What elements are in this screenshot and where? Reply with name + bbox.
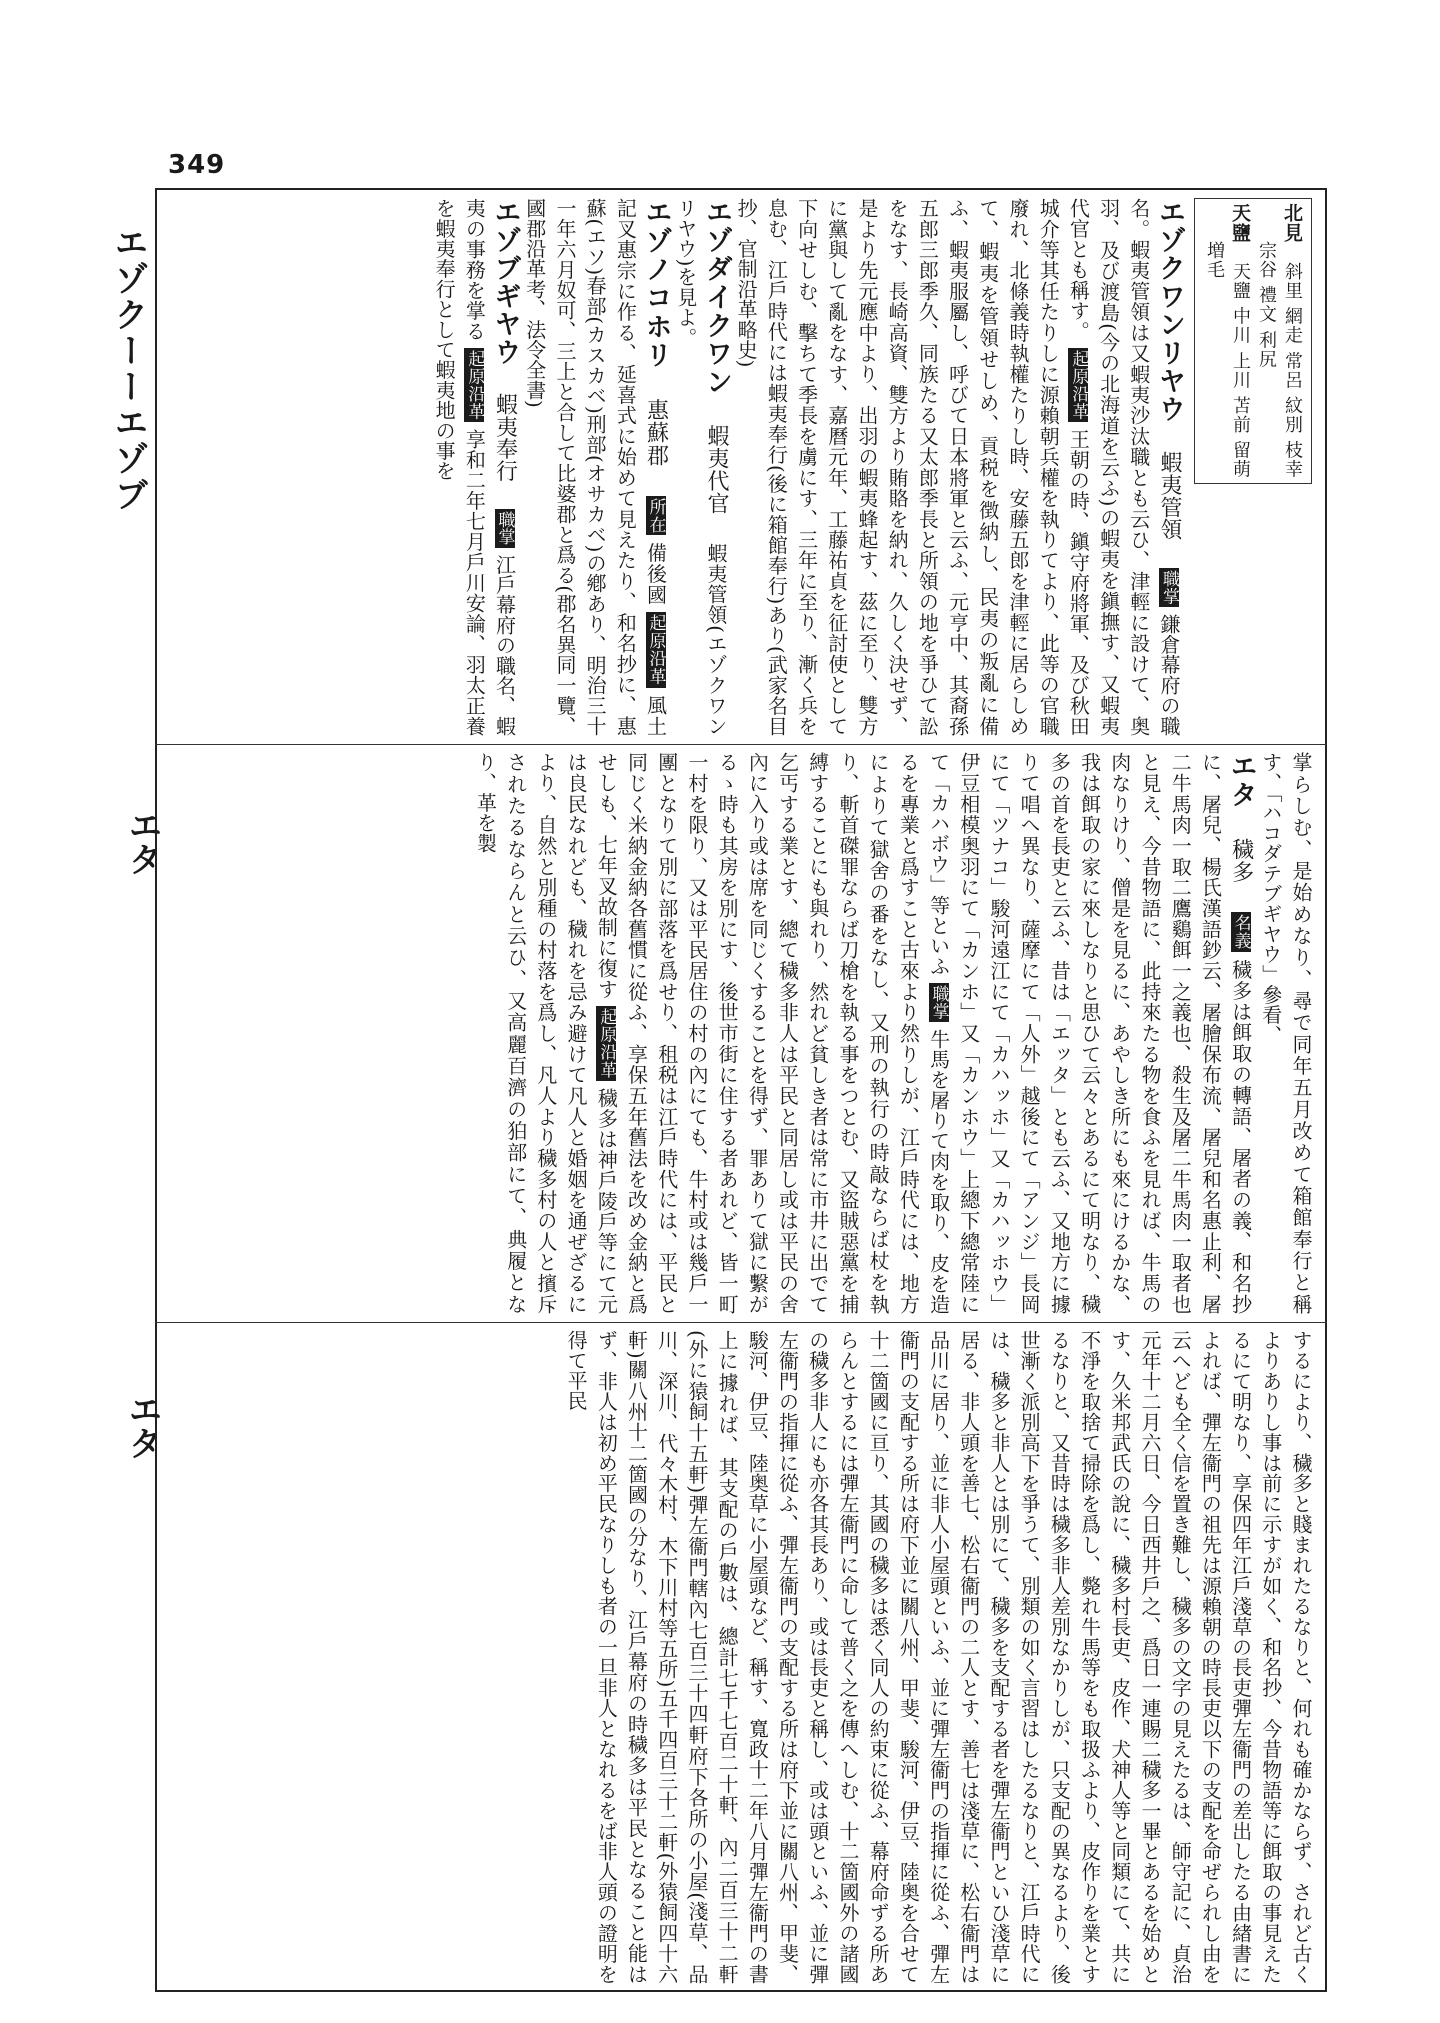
side-marker-middle: エタ xyxy=(122,808,162,876)
tag-badge: 所在 xyxy=(645,497,666,534)
gloss: 蝦夷管領 xyxy=(1157,451,1182,541)
bottom-tier xyxy=(166,1330,1316,1984)
entry-ezobugiyau xyxy=(429,198,520,736)
entry-text: 蝦夷管領(エゾクワンリヤウ)を見よ。 xyxy=(673,198,728,736)
table-row: 天鹽 天鹽 中川 上川 苫前 留萌 xyxy=(1229,203,1251,479)
headword: エゾダイクワン xyxy=(700,198,732,397)
side-marker-bottom: エタ xyxy=(122,1392,162,1460)
entry-eta xyxy=(470,752,1255,1314)
entry-ezonokohori xyxy=(520,198,671,736)
table-row: 宗谷 禮文 利尻 xyxy=(1256,241,1277,369)
prefecture-table xyxy=(1194,198,1312,484)
headword: エゾノコホリ xyxy=(640,198,672,370)
tag-badge: 職掌 xyxy=(928,985,949,1020)
entry-text: 穢多は餌取の轉語、屠者の義、和名抄に、屠兒、楊氏漢語鈔云、屠膾保布流、屠兒和名惠止利、屠二牛馬肉一取二鷹鷄餌一之義也、殺生及屠二牛馬肉一取者也と見え、今昔物語に、此持來たる物を食ふを見れば、牛馬の肉なりけり、僧是を見るに、あやしき所にも來にけるかな、我は餌取の家に來しなりと思ひて云々とあるにて明なり、穢多の首を長吏と云ふ、昔は「エッタ」とも云ふ、又地方に據りて唱へ異なり、薩摩にて「人外」越後にて「アンジ」長岡にて「ツナコ」駿河遠江にて「カハッホ」又「カハッホウ」伊豆相模奥羽にて「カンホ」又「カンホウ」上總下總常陸にて「カハボウ」等といふ xyxy=(926,752,1253,1314)
place-text: 備後國 xyxy=(643,542,668,606)
entry-text: 鎌倉幕府の職名。蝦夷管領は又蝦夷沙汰職とも云ひ、津輕に設けて、奥羽、及び渡島(今の北海道を云ふ)の蝦夷を鎭撫す、又蝦夷代官とも稱す。 xyxy=(1066,198,1181,736)
entry-text: 風土記叉惠宗に作る、延喜式に始めて見えたり、和名抄に、惠蘇(エソ)春部(カスカベ)刑部(オサカベ)の鄕あり、明治三十一年六月奴可、三上と合して比婆郡と爲る(郡名異同一覽、國郡沿革考、法令全書) xyxy=(522,198,668,736)
top-tier xyxy=(166,198,1316,736)
tag-badge: 名義 xyxy=(1230,914,1251,951)
entry-text: 江戶幕府の職名、蝦夷の事務を掌る xyxy=(462,198,517,736)
entry-ezokwanryau xyxy=(731,198,1184,736)
entry-text: 穢多は神戶陵戶等にて元は良民なれども、穢れを忌み避けて凡人と婚姻を通ぜざるにより、自然と別種の村落を爲し、凡人より穢多村の人と擯斥されたるならんと云ひ、又高麗百濟の狛部にて、典履となり、革を製 xyxy=(473,752,619,1314)
entry-text: 享和二年七月戶川安論、羽太正養を蝦夷奉行として蝦夷地の事を xyxy=(432,198,487,736)
tag-badge: 職掌 xyxy=(494,511,515,546)
tag-badge: 職掌 xyxy=(1159,570,1179,606)
gloss: 蝦夷奉行 xyxy=(492,393,518,483)
running-head: エゾクーーエゾブ xyxy=(108,225,148,513)
gloss: 蝦夷代官 xyxy=(703,424,729,515)
tier-rule-1 xyxy=(155,744,1327,745)
continuation-text: 掌らしむ、是始めなり、尋で同年五月改めて箱館奉行と稱す、「ハコダテブギヤウ」參看、 xyxy=(1258,752,1313,1314)
middle-tier xyxy=(166,752,1316,1314)
entry-text: 王朝の時、鎭守府將軍、及び秋田城介等其任たりしに源賴朝兵權を執りてより、此等の官職廢れ、北條義時執權たりし時、安藤五郎を津輕に居らしめて、蝦夷を管領せしめ、貢税を徴納し、民夷の叛亂に備ふ、蝦夷服屬し、呼びて日本將軍と云ふ、元亨中、其裔孫五郎三郎季久、同族たる又太郎季長と所領の地を爭ひて訟をなす、長崎高資、雙方より賄賂を納れ、久しく決せず、是より先元應中より、出羽の蝦夷蜂起す、茲に至り、雙方に黨與して亂をなす、嘉曆元年、工藤祐貞を征討使として下向せしむ、擊ちて季長を虜にす、三年に至り、漸く兵を息む、江戶時代には蝦夷奉行(後に箱館奉行)あり(武家名目抄、官制沿革略史) xyxy=(734,198,1091,736)
entry-ezodaikwan xyxy=(671,198,731,736)
gloss: 穢多 xyxy=(1228,837,1254,884)
headword: エゾブギヤウ xyxy=(489,198,521,367)
table-row: 増毛 xyxy=(1204,241,1225,279)
tier-rule-2 xyxy=(155,1322,1327,1323)
headword: エタ xyxy=(1225,752,1257,810)
page-number: 349 xyxy=(168,150,226,180)
tag-badge: 起原沿革 xyxy=(596,1008,617,1079)
gloss: 惠蘇郡 xyxy=(643,398,669,468)
tag-badge: 起原沿革 xyxy=(1068,350,1089,421)
table-row: 北見 斜里 網走 常呂 紋別 枝幸 xyxy=(1281,203,1303,479)
tag-badge: 起原沿革 xyxy=(645,614,666,686)
entry-text: 牛馬を屠りて肉を取り、皮を造るを專業と爲すこと古來より然りしが、江戶時代には、地方によりて獄舍の番をなし、又刑の執行の時敲ならば杖を執り、斬首磔罪ならば刀槍を執る事をつとむ、又盜賊惡黨を捕縛することにも與れり、然れど貧しき者は常に市井に出でて乞丐する業とす、總て穢多非人は平民と同居し或は平民の舍內に入り或は席を同じくすることを得ず、罪ありて獄に繫がるゝ時も其房を別にす、後世市街に住する者あれど、皆一町一村を限り、又は平民居住の村の內にても、牛村或は幾戶一團となりて別に部落を爲せり、租税は江戶時代には、平民と同じく米納金納各舊慣に從ふ、享保五年舊法を改め金納と爲せしも、七年叉故制に復す xyxy=(594,752,951,1314)
tag-badge: 起原沿革 xyxy=(464,350,485,421)
continuation-text: するにより、穢多と賤まれたるなりと、何れも確かならず、されど古くよりありし事は前に示すが如く、和名抄、今昔物語等に餌取の事見えたるにて明なり、享保四年江戶淺草の長吏彈左衞門の差出したる由緖書によれば、彈左衞門の祖先は源賴朝の時長吏以下の支配を命ぜられし由を云へども全く信を置き難し、穢多の文字の見えたるは、師守記に、貞治元年十二月六日、今日西井戶之、爲日一連賜二穢多一畢とあるを始めとす、久米邦武氏の說に、穢多村長吏、皮作、犬神人等と同類にて、共に不淨を取捨て掃除を爲し、斃れ牛馬等をも取扱ふより、皮作りを業とするなりと、又昔時は穢多非人差別なかりしが、只支配の異なるより、後世漸く派別高下を爭うて、別類の如く言習はしたるなりと、江戶時代には、穢多と非人とは別にて、穢多を支配する者を彈左衞門といひ淺草に居る、非人頭を善七、松右衞門の二人とす、善七は淺草に、松右衞門は品川に居り、並に非人小屋頭といふ、並に彈左衞門の指揮に從ふ、彈左衞門の支配する所は府下並に關八州、甲斐、駿河、伊豆、陸奥を合せて十二箇國に亘り、其國の穢多は悉く同人の約束に從ふ、幕府命ずる所あらんとするには彈左衞門に命して普く之を傳へしむ、十二箇國外の諸國の穢多非人にも亦各其長あり、或は長吏と稱し、或は頭といふ、並に彈左衞門の指揮に從ふ、彈左衞門の支配する所は府下並に關八州、甲斐、駿河、伊豆、陸奥草に小屋頭など、稱す、寬政十二年八月彈左衞門の書上に據れば、其支配の戶數は、總計七千七百二十軒、內二百三十二軒(外に猿飼十五軒)彈左衞門轄內七百三十四軒府下各所の小屋(淺草、品川、深川、代々木村、木下川村等五所)五千四百三十二軒(外猿飼四十六軒)關八州十二箇國の分なり、江戶幕府の時穢多は平民となること能はず、非人は初め平民なりしも者の一旦非人となれるをば非人頭の證明を得て平民 xyxy=(564,1330,1313,1984)
headword: エゾクワンリヤウ xyxy=(1154,198,1185,424)
